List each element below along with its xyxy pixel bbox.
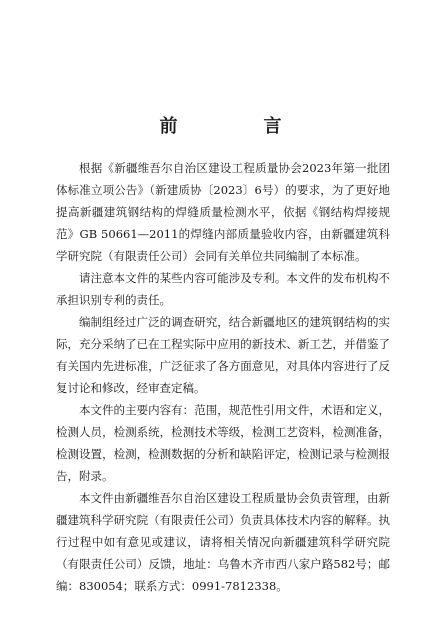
paragraph-drafting-process: 编制组经过广泛的调查研究，结合新疆地区的建筑钢结构的实际，充分采纳了已在工程实际中应用的新技术、新工艺，并借鉴了有关国内先进标准，广泛征求了各方面意见，对具体内容进行了反复讨论和修改，经审查定稿。	[56, 315, 390, 395]
paragraph-main-contents: 本文件的主要内容有：范围，规范性引用文件，术语和定义，检测人员，检测系统，检测技术等级，检测工艺资料，检测准备，检测设置，检测，检测数据的分析和缺陷评定，检测记录与检测报告，附录。	[56, 403, 390, 483]
paragraph-basis: 根据《新疆维吾尔自治区建设工程质量协会2023年第一批团体标准立项公告》（新建质协〔2023〕6号）的要求，为了更好地提高新疆建筑钢结构的焊缝质量检测水平，依据《钢结构焊接规范》GB 50661—2011的焊缝内部质量验收内容，由新疆建筑科学研究院（有限责任公司）会同有关单位共同编制了本标准。	[56, 161, 390, 263]
paragraph-patent-notice: 请注意本文件的某些内容可能涉及专利。本文件的发布机构不承担识别专利的责任。	[56, 271, 390, 307]
paragraph-administration: 本文件由新疆维吾尔自治区建设工程质量协会负责管理，由新疆建筑科学研究院（有限责任公司）负责具体技术内容的解释。执行过程中如有意见或建议，请将相关情况向新疆建筑科学研究院（有限责任公司）反馈，地址：乌鲁木齐市西八家户路582号；邮编：830054；联系方式：0991-7812338。	[56, 491, 390, 593]
page-title: 前 言	[159, 116, 316, 137]
preface-body	[56, 157, 390, 597]
